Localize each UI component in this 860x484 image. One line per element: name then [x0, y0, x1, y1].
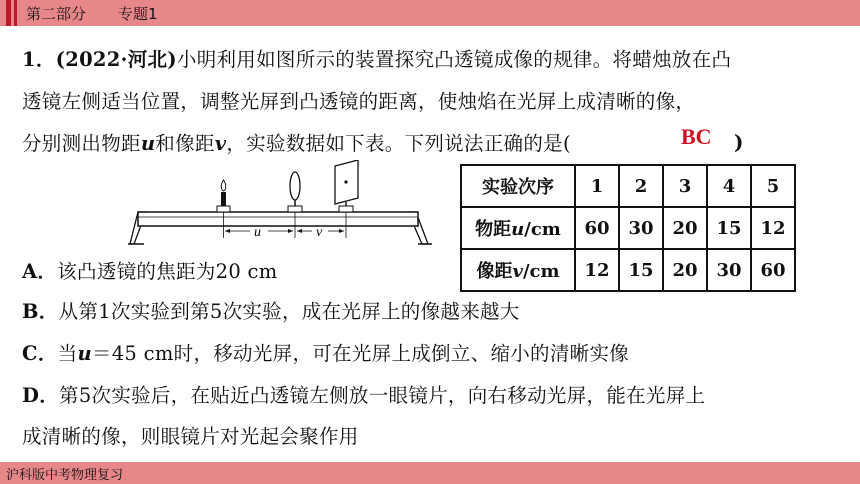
- question-text-3b: 和像距: [155, 132, 215, 155]
- table-image-label: 像距v/cm: [461, 249, 575, 291]
- option-c: [22, 338, 629, 366]
- table-row-trial: [461, 165, 795, 207]
- question-text-3a: 分别测出物距: [22, 132, 141, 155]
- label-v: v: [316, 225, 323, 240]
- option-a-letter: A．: [22, 260, 58, 283]
- option-c-letter: C．: [22, 342, 58, 365]
- bench-rail: [138, 212, 418, 226]
- header-topic: 专题1: [118, 5, 158, 23]
- question-line-1: [22, 44, 731, 72]
- question-text-1: 小明利用如图所示的装置探究凸透镜成像的规律。将蜡烛放在凸: [176, 48, 732, 71]
- option-c-var: u: [77, 342, 92, 365]
- table-cell: 60: [575, 207, 619, 249]
- option-b-text: 从第1次实验到第5次实验，成在光屏上的像越来越大: [58, 300, 520, 323]
- answer-text: BC: [681, 124, 712, 149]
- header-accent-stripe-thin: [14, 0, 17, 26]
- label-u: u: [254, 225, 261, 240]
- question-line-2: [22, 86, 695, 114]
- var-u: u: [140, 132, 156, 155]
- option-a: [22, 256, 278, 284]
- option-b-letter: B．: [22, 300, 59, 323]
- option-d-letter: D．: [22, 384, 60, 407]
- footer-text: 沪科版中考物理复习: [6, 468, 124, 483]
- light-screen: [335, 160, 358, 212]
- question-source: (2022·河北): [55, 48, 177, 71]
- convex-lens: [288, 172, 302, 212]
- table-header-label: 实验次序: [461, 165, 575, 207]
- table-cell: 60: [751, 249, 795, 291]
- option-d-text-2: 成清晰的像，则眼镜片对光起会聚作用: [22, 425, 359, 448]
- table-cell: 5: [751, 165, 795, 207]
- table-row-object-distance: [461, 207, 795, 249]
- question-text-2: 透镜左侧适当位置，调整光屏到凸透镜的距离，使烛焰在光屏上成清晰的像，: [22, 90, 696, 113]
- table-cell: 30: [619, 207, 663, 249]
- option-d-line-2: [22, 421, 359, 449]
- optical-bench-diagram: [128, 160, 438, 260]
- table-cell: 1: [575, 165, 619, 207]
- table-cell: 15: [707, 207, 751, 249]
- table-cell: 12: [575, 249, 619, 291]
- candle: [217, 180, 230, 212]
- option-c-text: ＝45 cm时，移动光屏，可在光屏上成倒立、缩小的清晰实像: [91, 342, 630, 365]
- option-c-pre: 当: [57, 342, 78, 365]
- answer-paren-close: ): [734, 130, 744, 154]
- header-bar: [0, 0, 860, 26]
- table-object-label: 物距u/cm: [461, 207, 575, 249]
- question-number: 1．: [22, 48, 56, 71]
- option-d-text-1: 第5次实验后，在贴近凸透镜左侧放一眼镜片，向右移动光屏，能在光屏上: [59, 384, 706, 407]
- var-v: v: [214, 132, 227, 155]
- table-cell: 3: [663, 165, 707, 207]
- table-cell: 2: [619, 165, 663, 207]
- table-cell: 20: [663, 207, 707, 249]
- question-line-3: [22, 128, 571, 156]
- option-a-text: 该凸透镜的焦距为20 cm: [57, 260, 278, 283]
- header-part: 第二部分: [26, 5, 87, 23]
- table-cell: 4: [707, 165, 751, 207]
- table-cell: 30: [707, 249, 751, 291]
- table-cell: 15: [619, 249, 663, 291]
- data-table: [460, 164, 796, 292]
- option-b: [22, 296, 520, 324]
- header-accent-stripe: [6, 0, 11, 26]
- option-d: [22, 380, 705, 408]
- footer-bar: [0, 462, 860, 484]
- question-text-3c: ，实验数据如下表。下列说法正确的是(: [226, 132, 571, 155]
- table-row-image-distance: [461, 249, 795, 291]
- table-cell: 12: [751, 207, 795, 249]
- table-cell: 20: [663, 249, 707, 291]
